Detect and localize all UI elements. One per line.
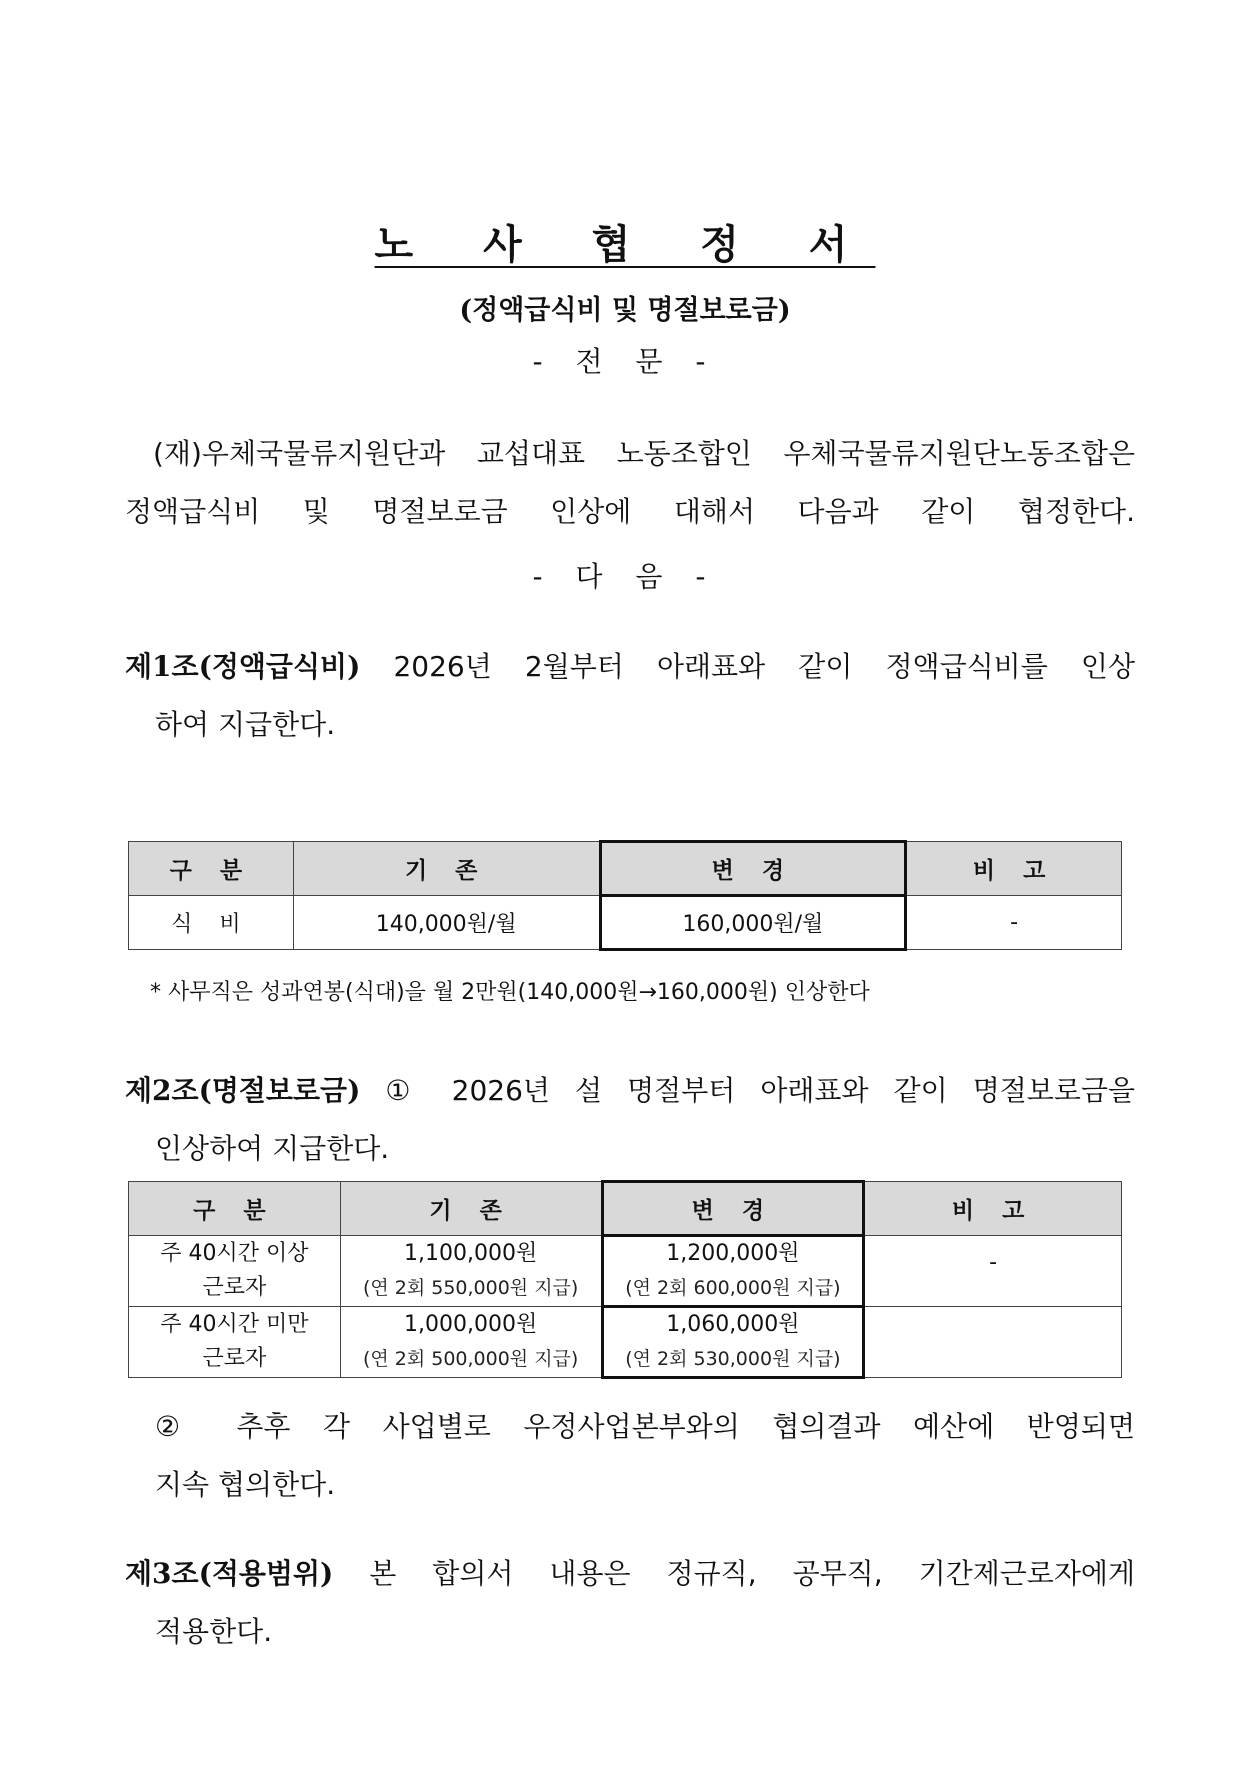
clause-2-line-1: ② 추후 각 사업별로 우정사업본부와의 협의결과 예산에 반영되면: [155, 1410, 1135, 1443]
cell-note: [864, 1307, 1122, 1378]
cell-existing: 140,000원/월: [293, 896, 600, 950]
cell-changed: [602, 1307, 864, 1378]
article-1-label: 제1조(정액급식비): [125, 650, 361, 683]
cell-note: -: [864, 1236, 1122, 1307]
cell-category: [129, 1236, 341, 1307]
article-1-line-1: [125, 638, 1135, 696]
table-header-row: [129, 842, 1122, 896]
existing-amount: 1,100,000원: [404, 1241, 538, 1266]
changed-amount: 1,060,000원: [666, 1312, 800, 1337]
article-2: [125, 1062, 1135, 1178]
preamble-heading: - 전 문 -: [532, 345, 718, 378]
holiday-bonus-table: [128, 1180, 1122, 1379]
document-subtitle: (정액급식비 및 명절보로금): [459, 295, 791, 326]
preamble-line-2: 정액급식비 및 명절보로금 인상에 대해서 다음과 같이 협정한다.: [125, 495, 1135, 528]
existing-amount: 1,000,000원: [404, 1312, 538, 1337]
existing-detail: (연 2회 550,000원 지급): [362, 1277, 579, 1299]
article-1: [125, 638, 1135, 754]
article-2-line-2: 인상하여 지급한다.: [155, 1132, 390, 1165]
cell-changed: 160,000원/월: [600, 896, 906, 950]
cell-note: -: [906, 896, 1122, 950]
article-3: [125, 1545, 1135, 1661]
article-1-line-2: 하여 지급한다.: [155, 708, 336, 741]
changed-amount: 1,200,000원: [666, 1241, 800, 1266]
article-3-line-2: 적용한다.: [155, 1615, 273, 1648]
header-changed: 변 경: [602, 1182, 864, 1236]
article-2-clause-2: [125, 1398, 1135, 1514]
cell-category: [129, 1307, 341, 1378]
category-line-2: 근로자: [202, 1346, 267, 1371]
category-line-1: 주 40시간 미만: [160, 1312, 309, 1337]
article-2-text: ① 2026년 설 명절부터 아래표와 같이 명절보로금을: [360, 1074, 1135, 1107]
cell-existing: [340, 1236, 602, 1307]
header-changed: 변 경: [600, 842, 906, 896]
header-category: 구 분: [129, 842, 294, 896]
table-row: [129, 896, 1122, 950]
following-heading: - 다 음 -: [532, 560, 718, 593]
cell-changed: [602, 1236, 864, 1307]
clause-2-line-2: 지속 협의한다.: [155, 1468, 336, 1501]
category-line-1: 주 40시간 이상: [160, 1241, 309, 1266]
table-row: [129, 1236, 1122, 1307]
category-line-2: 근로자: [202, 1275, 267, 1300]
article-2-label: 제2조(명절보로금): [125, 1074, 361, 1107]
header-existing: 기 존: [293, 842, 600, 896]
cell-category: 식 비: [129, 896, 294, 950]
header-note: 비 고: [906, 842, 1122, 896]
header-note: 비 고: [864, 1182, 1122, 1236]
changed-detail: (연 2회 530,000원 지급): [625, 1348, 841, 1370]
table-row: [129, 1307, 1122, 1378]
meal-allowance-table: [128, 840, 1122, 951]
article-1-footnote: * 사무직은 성과연봉(식대)을 월 2만원(140,000원→160,000원) 인상한다: [150, 980, 870, 1005]
article-2-line-1: [125, 1062, 1135, 1120]
preamble-line-1: (재)우체국물류지원단과 교섭대표 노동조합인 우체국물류지원단노동조합은: [153, 437, 1135, 470]
changed-detail: (연 2회 600,000원 지급): [625, 1277, 841, 1299]
document-title: 노 사 협 정 서: [374, 221, 876, 268]
existing-detail: (연 2회 500,000원 지급): [362, 1348, 579, 1370]
article-3-text: 본 합의서 내용은 정규직, 공무직, 기간제근로자에게: [333, 1557, 1135, 1590]
preamble-paragraph: [125, 425, 1135, 541]
article-3-line-1: [125, 1545, 1135, 1603]
header-category: 구 분: [129, 1182, 341, 1236]
header-existing: 기 존: [340, 1182, 602, 1236]
article-1-text: 2026년 2월부터 아래표와 같이 정액급식비를 인상: [360, 650, 1135, 683]
cell-existing: [340, 1307, 602, 1378]
table-header-row: [129, 1182, 1122, 1236]
article-3-label: 제3조(적용범위): [125, 1557, 334, 1590]
